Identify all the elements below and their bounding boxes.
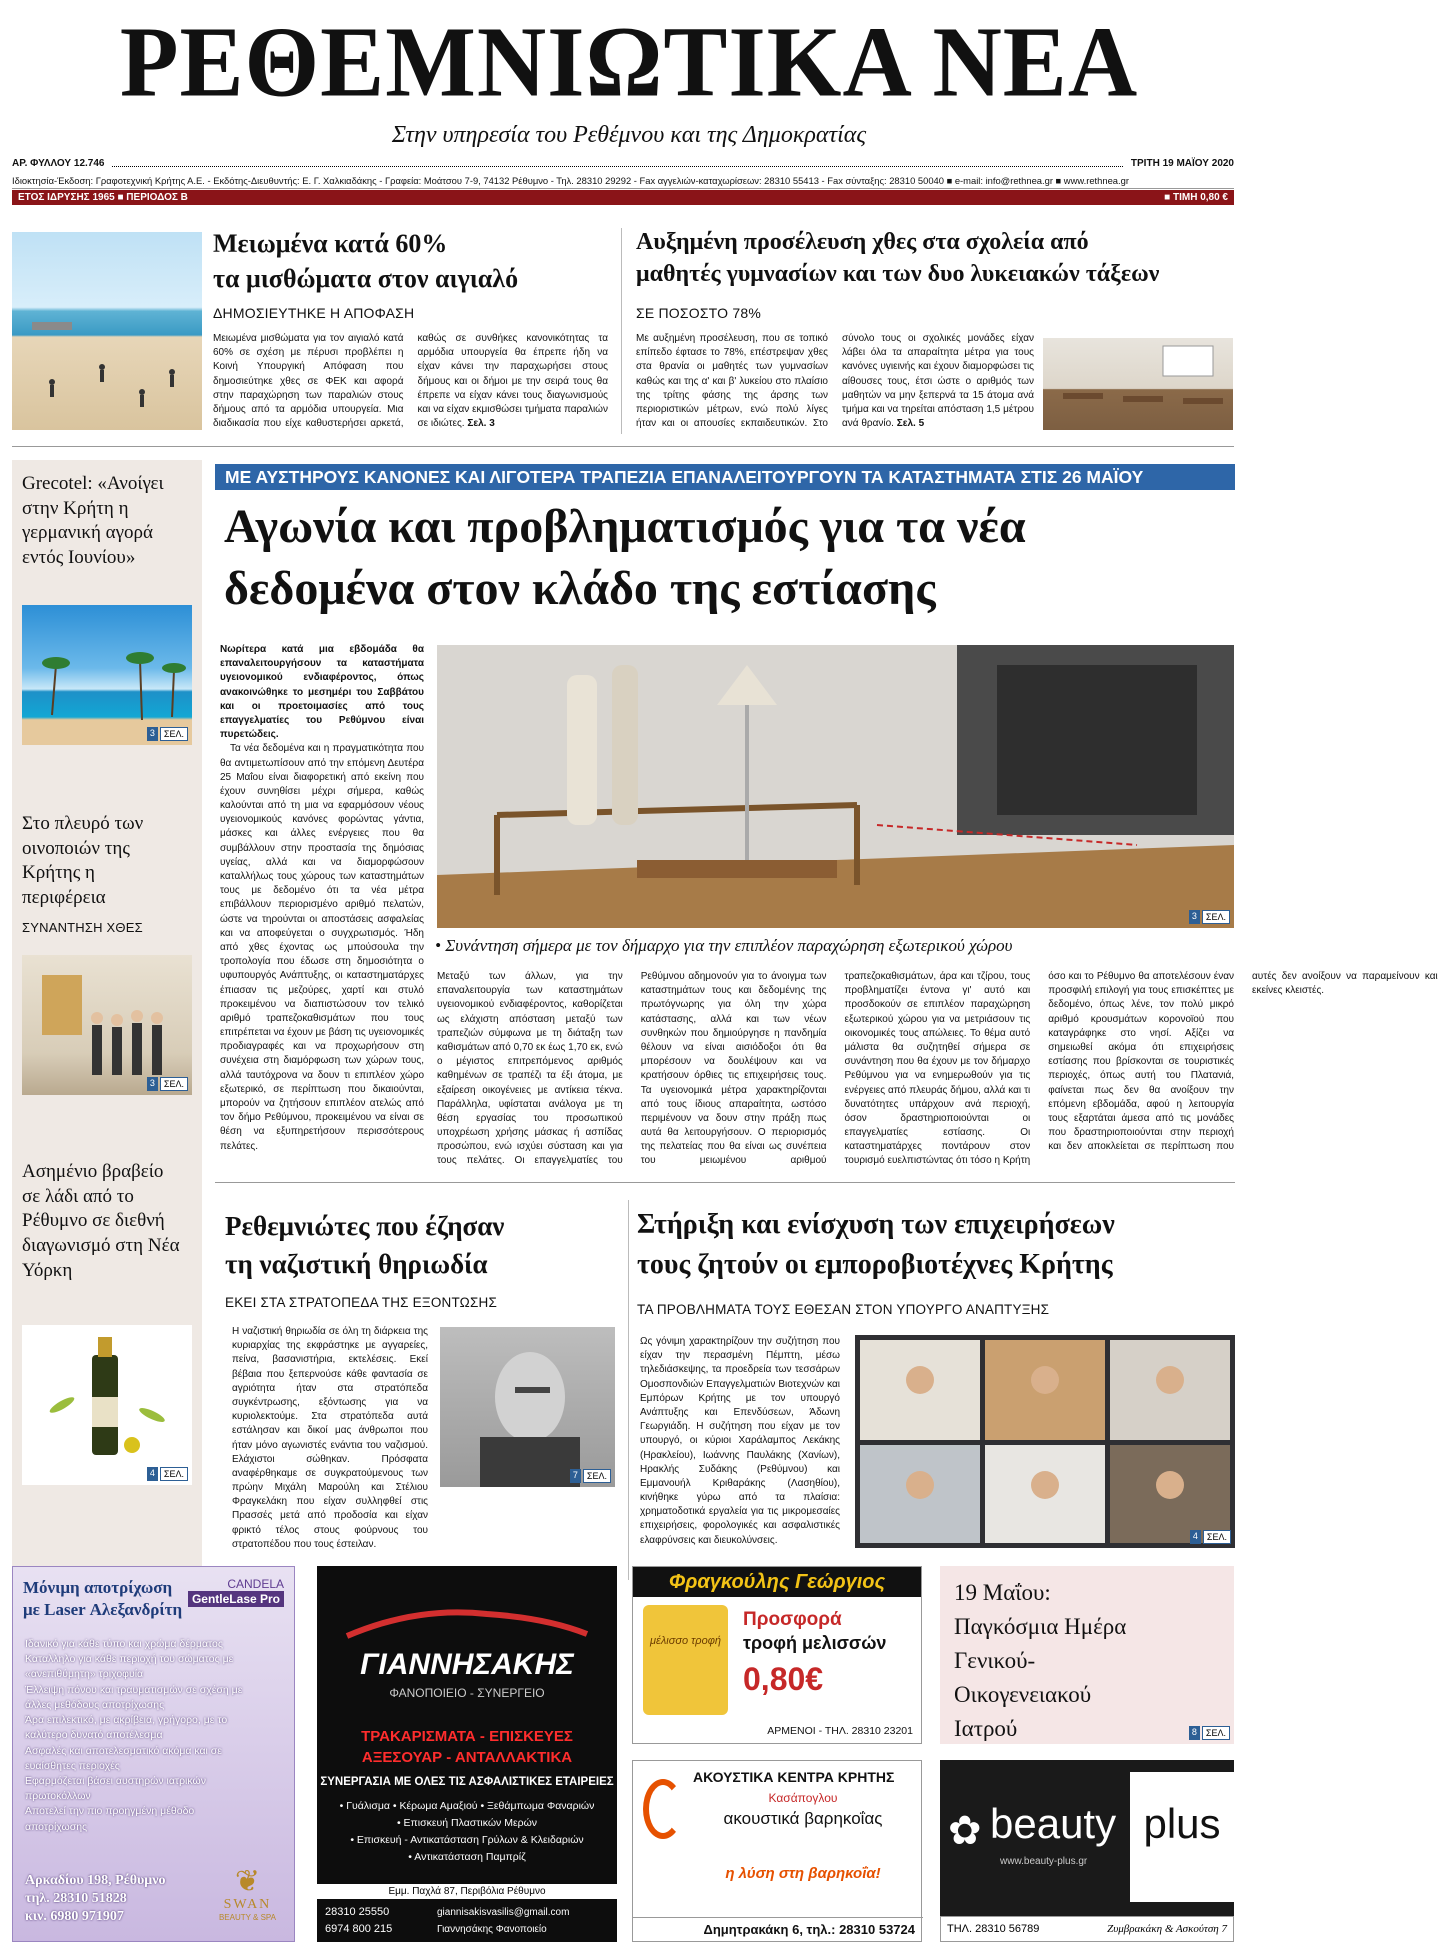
ad-g-line2: ΑΞΕΣΟΥΑΡ - ΑΝΤΑΛΛΑΚΤΙΚΑ [361, 1749, 573, 1766]
main-banner: ΜΕ ΑΥΣΤΗΡΟΥΣ ΚΑΝΟΝΕΣ ΚΑΙ ΛΙΓΟΤΕΡΑ ΤΡΑΠΕΖΙΑ ΕΠΑΝΑΛΕΙΤΟΥΡΓΟΥΝ ΤΑ ΚΑΤΑΣΤΗΜΑΤΑ ΣΤΙΣ 26 ΜΑΪΟΥ [215, 464, 1235, 490]
story3-title: Ρεθεμνιώτες που έζησαν τη ναζιστική θηριωδία [225, 1211, 505, 1279]
issue-date: ΤΡΙΤΗ 19 ΜΑΪΟΥ 2020 [1130, 158, 1234, 169]
ad-f-footer: ΑΡΜΕΝΟΙ - ΤΗΛ. 28310 23201 [767, 1725, 913, 1737]
ad-f-name: Φραγκούλης Γεώργιος [633, 1567, 921, 1597]
restaurant-photo [437, 645, 1234, 928]
story3-body-1: Η ναζιστική θηριωδία σε όλη τη διάρκεια της κυριαρχίας της εκφράστηκε με αγγαρείες, πείνα, βασανιστήρια, εκτελέσεις. Εκεί βέβαια που ξεπερνούσε κάθε φαντασία σε αγριότητα ήταν στα στρατόπεδα συγκέντρωσης, εξόντωσης για να κυριολεκτούμε. Στα στρατόπεδα αυτά εστάλησαν και δικοί μας άνθρωποι που ήταν μόνο αγωνιστές ενάντια του ναζισμού. Ελάχιστοι σώθηκαν. Πρόσφατα αναφέρθηκαμε σε συγκρατούμενους των πρώην Μιχάλη Μαρούλη και Στέλιου Φραγκελάκη που είχαν συλληφθεί στις Πρασσές μετά από προδοσία και είχαν φρικτό τέλος στους φούρνους του στρατοπέδου που τους έστειλαν. [232, 1326, 428, 1550]
ad-b-bottom [940, 1916, 1234, 1942]
ad-g-tel1: 28310 25550 [325, 1906, 390, 1918]
beach-photo [12, 232, 202, 430]
ad-laser-tel: τηλ. 28310 51828 [25, 1891, 127, 1906]
survivor-photo [440, 1327, 615, 1487]
price-text: ■ ΤΙΜΗ 0,80 € [1164, 192, 1228, 203]
honey-jar-icon: μέλισσο τροφή [643, 1605, 728, 1715]
side3-page-tag: 4 ΣΕΛ. [147, 1467, 188, 1481]
side4-page-tag: 8 ΣΕΛ. [1189, 1726, 1230, 1740]
ad-laser-title-2: με Laser Αλεξανδρίτη [23, 1600, 183, 1619]
ad-g-fb: Γιαννησάκης Φανοποιείο [437, 1924, 547, 1935]
ear-logo-icon [643, 1779, 683, 1839]
videoconference-photo [855, 1335, 1235, 1548]
story4-kicker: ΤΑ ΠΡΟΒΛΗΜΑΤΑ ΤΟΥΣ ΕΘΕΣΑΝ ΣΤΟΝ ΥΠΟΥΡΓΟ ΑΝΑΠΤΥΞΗΣ [637, 1302, 1050, 1317]
story1-body: Μειωμένα μισθώματα για τον αιγιαλό κατά 60% σε σχέση με πέρυσι προβλέπει η Κοινή Υπουργική Απόφαση που δημοσιεύτηκε χθες σε ΦΕΚ και αφορά στην παραχώρηση των παραλιών στους δήμους από τα αρμόδια υπουργεία. Μια διαδικασία που είχε καθυστερήσει αρκετά, καθώς σε συνθήκες κανονικότητας τα αρμόδια υπουργεία θα έπρεπε ήδη να είχαν κάνει την παραχωρήσει στους δήμους και οι δήμοι με την σειρά τους θα έπρεπε να είχαν κάνει τους διαγωνισμούς και να είχαν εκμισθώσει τμήματα παραλιών σε ιδιώτες. Σελ. 3 [213, 333, 608, 430]
ad-laser-swan-sub: BEAUTY & SPA [218, 1913, 276, 1922]
main-page-tag: 3 ΣΕΛ. [1189, 910, 1230, 924]
ad-b-w2: plus [1130, 1772, 1234, 1902]
ad-laser-swan: SWAN [223, 1897, 272, 1912]
ad-a-line: ακουστικά βαρηκοΐας [723, 1809, 883, 1828]
ad-b-addr: Ζυμβρακάκη & Ασκούτση 7 [1107, 1923, 1227, 1935]
ad-fragkoulis[interactable] [632, 1566, 922, 1744]
ad-akoustika[interactable] [632, 1760, 922, 1942]
story1-kicker: ΔΗΜΟΣΙΕΥΤΗΚΕ Η ΑΠΟΦΑΣΗ [213, 305, 415, 321]
side2-page-tag: 3 ΣΕΛ. [147, 1077, 188, 1091]
ad-laser[interactable] [12, 1566, 295, 1942]
ad-b-tel: ΤΗΛ. 28310 56789 [947, 1923, 1040, 1935]
ad-laser-mob: κιν. 6980 971907 [25, 1909, 124, 1924]
ad-a-slogan: η λύση στη βαρηκοΐα! [725, 1865, 881, 1882]
ad-g-sub: ΦΑΝΟΠΟΙΕΙΟ - ΣΥΝΕΡΓΕΙΟ [389, 1686, 545, 1700]
ad-g-email: giannisakisvasilis@gmail.com [437, 1907, 570, 1918]
main-caption: • Συνάντηση σήμερα με τον δήμαρχο για την επιπλέον παραχώρηση εξωτερικού χώρου [435, 936, 1013, 955]
ad-f-price: 0,80€ [743, 1661, 824, 1697]
issue-bar [12, 158, 1234, 169]
ad-a-footer: Δημητρακάκη 6, τηλ.: 28310 53724 [633, 1917, 923, 1941]
ad-b-url: www.beauty-plus.gr [1000, 1856, 1088, 1867]
ad-g-line1: ΤΡΑΚΑΡΙΣΜΑΤΑ - ΕΠΙΣΚΕΥΕΣ [361, 1728, 573, 1745]
side2-title: Στο πλευρό των οινοποιών της Κρήτης η περιφέρεια [22, 813, 144, 909]
story1-title: Μειωμένα κατά 60% τα μισθώματα στον αιγιαλό [213, 229, 519, 294]
ad-g-brand: ΓΙΑΝΝΗΣΑΚΗΣ [360, 1648, 574, 1681]
ad-f-offer2: τροφή μελισσών [743, 1633, 887, 1653]
ad-g-line3: ΣΥΝΕΡΓΑΣΙΑ ΜΕ ΟΛΕΣ ΤΙΣ ΑΣΦΑΛΙΣΤΙΚΕΣ ΕΤΑΙΡΕΙΕΣ [320, 1776, 614, 1788]
story3-kicker: ΕΚΕΙ ΣΤΑ ΣΤΡΑΤΟΠΕΔΑ ΤΗΣ ΕΞΟΝΤΩΣΗΣ [225, 1295, 498, 1310]
ad-beauty-plus[interactable] [940, 1760, 1234, 1942]
ad-a-owner: Κασάπογλου [768, 1791, 838, 1805]
ad-g-address: Εμμ. Παχλά 87, Περιβόλια Ρέθυμνο [317, 1884, 617, 1899]
ad-laser-brand: CANDELA [227, 1577, 284, 1591]
ad-laser-title-1: Μόνιμη αποτρίχωση [23, 1578, 173, 1597]
story3-page-tag: 7 ΣΕΛ. [570, 1469, 611, 1483]
side2-kicker: ΣΥΝΑΝΤΗΣΗ ΧΘΕΣ [22, 920, 143, 935]
side4-title: 19 Μαΐου: Παγκόσμια Ημέρα Γενικού-Οικογενειακού Ιατρού [954, 1580, 1127, 1741]
ad-f-offer1: Προσφορά [743, 1609, 842, 1630]
masthead-title: ΡΕΘΕΜΝΙΩΤΙΚΑ ΝΕΑ [119, 5, 1139, 118]
publisher-info: Ιδιοκτησία-Έκδοση: Γραφοτεχνική Κρήτης Α.Ε. - Εκδότης-Διευθυντής: Ε. Γ. Χαλκιαδάκης - Γραφεία: Μοάτσου 7-9, 74132 Ρέθυμνο - Τηλ. 28310 29292 - Fax αγγελιών-καταχωρίσεων: 28310 55413 - Fax σύνταξης: 28310 50040 ■ e-mail: info@rethnea.gr ■ www.rethnea.gr [12, 175, 1234, 189]
story2-kicker: ΣΕ ΠΟΣΟΣΤΟ 78% [636, 305, 761, 321]
swan-logo-icon: ❦ [234, 1865, 261, 1898]
founded-bar [12, 190, 1234, 205]
resort-photo [22, 605, 192, 745]
story2-body: Με αυξημένη προσέλευση, που σε τοπικό επίπεδο έφτασε το 78%, επέστρεψαν χθες στα θρανία οι μαθητές των γυμνασίων καθώς και της α' και β' λυκείου στο πλαίσιο της τρίτης φάσης της άρσης των περιοριστικών μέτρων, ενώ πολύ λίγες ήταν και οι απουσίες εκπαιδευτικών. Στο σύνολο τους οι σχολικές μονάδες είχαν λάβει όλα τα απαραίτητα μέτρα για τους κανόνες υγιεινής και έχουν διαμορφώσει τις αίθουσες τους, έτσι ώστε ο αριθμός των μαθητών να μην ξεπερνά τα 15 άτομα ανά τμήμα και να τηρείται απόσταση 1,5 μέτρου ανά θρανίο. Σελ. 5 [636, 333, 1034, 430]
ad-b-w1: beauty [990, 1800, 1117, 1847]
olive-oil-photo [22, 1325, 192, 1485]
classroom-photo [1043, 338, 1233, 430]
side4-box [940, 1566, 1234, 1744]
story4-body: Ως γόνιμη χαρακτηρίζουν την συζήτηση που είχαν την περασμένη Πέμπτη, μέσω τηλεδιάσκεψης, τα προεδρεία των τεσσάρων Ομοσπονδιών Επαγγελματιών Βιοτεχνών και Εμπόρων Κρήτης με τον υπουργό Ανάπτυξης και Επενδύσεων, Άδωνη Γεωργιάδη. Η συζήτηση που είχαν με τον υπουργό, οι κύριοι Χαράλαμπος Λεκάκης (Ηρακλείου), Ιωάννης Παυλάκης (Χανίων), Ηρακλής Συδάκης (Ρεθύμνου) και Εμμανουήλ Κριθαράκης (Λασηθίου), κινήθηκε γύρω από τα πλαίσια: χρηματοδοτικά εργαλεία για τις μικρομεσαίες επιχειρήσεις, φορολογικές και ασφαλιστικές ελαφρύνσεις και διευκολύνσεις. [640, 1336, 840, 1546]
story2-title: Αυξημένη προσέλευση χθες στα σχολεία από μαθητές γυμνασίων και των δυο λυκειακών τάξεων [636, 229, 1160, 288]
ad-laser-address: Αρκαδίου 198, Ρέθυμνο [25, 1873, 166, 1888]
flower-logo-icon: ✿ [948, 1809, 982, 1853]
main-body-left: Νωρίτερα κατά μια εβδομάδα θα επαναλειτουργήσουν τα καταστήματα υγειονομικού ενδιαφέροντος, όπως ανακοινώθηκε το μεσημέρι του Σαββάτου και οι προετοιμασίες από τους επαγγελματίες του Ρεθύμνου είναι πυρετώδεις. Τα νέα δεδομένα και η πραγματικότητα που θα αντιμετωπίσουν από την επόμενη Δευτέρα 25 Μαΐου είναι διαφορετική από εκείνη που έχουν συνηθίσει μέχρι σήμερα, καθώς καλούνται από τη μια να εφαρμόσουν νέους υγειονομικούς κανόνες φορώντας γάντια, μάσκες και άλλες ενέργειες που θα συμβάλλουν στην προστασία της δημόσιας υγείας, αλλά και να διαμορφώσουν καταλλήλως τους χώρους των καταστημάτων τους με δεδομένο ότι τα νέα μέτρα επιβάλλουν περιορισμένο αριθμό πελατών, ώστε να τηρούνται οι αποστάσεις ασφαλείας και να αποφεύγεται ο συγχρωτισμός. Ήδη από χθες έχοντας ως μπούσουλα την τροπολογία που έδωσε στη δημοσιότητα ο υφυπουργός Ανάπτυξης, οι καταστηματάρχες έπιασαν τις μεζούρες, χαρτί και στυλό προκειμένου να διαπιστώσουν τον τελικό αριθμό τραπεζοκαθισμάτων που τους επιτρέπεται να έχουν με βάση τις υγειονομικές προδιαγραφές και να προχωρήσουν στη συνέχεια στη διαμόρφωση των χώρων τους, αλλά ταυτόχρονα να δουν τι επιπλέον χώρο εξωτερικό, σε περίπτωση που δικαιούνται, μπορούν να ζητήσουν επιπλέον ατελώς από τον δήμο Ρεθύμνου, προκειμένου να είναι σε θέση να εξυπηρετήσουν περισσότερους πελάτες. [220, 644, 424, 1152]
main-title: Αγωνία και προβληματισμός για τα νέα δεδομένα στον κλάδο της εστίασης [224, 500, 1026, 615]
ad-laser-list: Ιδανικό για κάθε τύπο και χρώμα δέρματος Καταλληλο για κάθε περιοχή του σώματος με «ανεπιθύμητη» τριχοφυία Έλλειψη πόνου και τραυματισμών σε σχέση με άλλες μεθόδους αποτρίχωσης Άρα επιλεκτικό, με ακρίβεια, γρήγορο, με το καλύτερο δυνατό αποτέλεσμα Ασφαλές και αποτελεσματικό ακόμα και σε ευαίσθητες περιοχές Εφαρμόζεται βάσει αυστηρών ιατρικών πρωτοκόλλων Αποτελεί την πιο προηγμένη μέθοδο αποτρίχωσης [25, 1638, 243, 1833]
main-body-bottom: Μεταξύ των άλλων, για την επαναλειτουργία των καταστημάτων υγειονομικού ενδιαφέροντος, καθορίζεται ως ελάχιστη απόσταση μεταξύ των τραπεζιών σύμφωνα με τη διάταξη των καθισμάτων από 0,70 εκ έως 1,70 εκ, ενώ ο μέγιστος επιτρεπόμενος αριθμός καθημένων σε τραπέζι τα έξι άτομα, με εξαίρεση οικογένειες με αντίκεια τέκνα. Παράλληλα, υφίσταται ανάλογα με τη θέση εργασίας του προσωπικού υποχρέωση χρήσης μάσκας ή ασπίδας προσώπου, ενώ ισχύει σύσταση και για τους πελάτες. Οι επαγγελματίες του Ρεθύμνου αδημονούν για το άνοιγμα των καταστημάτων τους και δεδομένης της πρωτόγνωρης για όλη την χώρα κατάστασης, αλλά και των νέων συνθηκών που δημιούργησε η πανδημία θέλουν να είναι αισιόδοξοι ότι θα μπορέσουν να δουλέψουν και να κρατήσουν όρθιες τις επιχειρήσεις τους. Τα υγειονομικά μέτρα χαρακτηρίζονται από τους ίδιους απαραίτητα, ωστόσο περιμένουν να δουν στην πράξη πως αυτά θα λειτουργήσουν. Ο περιορισμός της πελατείας που θα είναι ως συνέπεια του μειωμένου αριθμού τραπεζοκαθισμάτων, άρα και τζίρου, τους προβληματίζει έντονα γι' αυτό και προσδοκούν σε επιπλέον παραχώρηση εξωτερικού χώρου για να μετριάσουν τις οικονομικές τους απώλειες. Το θέμα αυτό μάλιστα θα συζητηθεί σήμερα σε συνάντηση που θα έχουν με τον δήμαρχο Ρεθύμνου για να ενημερωθούν για τις ενέργειες από πλευράς δήμου, αλλά και τι δυνατότητες υπάρχουν ανά περιοχή, όσον δραστηριοποιούνται οι επαγγελματίες εστίασης. Οι καταστηματάρχες ποντάρουν στον τουρισμό ευελπιστώντας ότι τόσο η Κρήτη όσο και το Ρέθυμνο θα αποτελέσουν έναν προσφιλή επιλογή για τους επισκέπτες με δεδομένο, όπως λένε, τον πολύ μικρό αριθμό κρουσμάτων κορονοϊού που καταγράφηκε στο νησί. Αξίζει να σημειωθεί ακόμα ότι επιχειρήσεις εστίασης που βρίσκονται σε τουριστικές περιοχές, όπως αυτή του Πλατανιά, φαίνεται πως δεν θα ανοίξουν την επόμενη εβδομάδα, αφού η λειτουργία τους εξαρτάται άμεσα από τις μονάδες που δραστηριοποιούνται στην περιοχή και δεν αποκλείεται σε περίπτωση που αυτές δεν ανοίξουν να παραμείνουν και εκείνες κλειστές. [437, 971, 1438, 1167]
side1-title: Grecotel: «Ανοίγει στην Κρήτη η γερμανική αγορά εντός Ιουνίου» [22, 473, 164, 569]
story4-title: Στήριξη και ενίσχυση των επιχειρήσεων τους ζητούν οι εμποροβιοτέχνες Κρήτης [637, 1209, 1115, 1280]
ad-giannisakis[interactable] [317, 1566, 617, 1942]
car-logo-icon [337, 1606, 597, 1646]
side1-page-tag: 3 ΣΕΛ. [147, 727, 188, 741]
story4-page-tag: 4 ΣΕΛ. [1190, 1530, 1231, 1544]
ad-g-services: • Γυάλισμα • Κέρωμα Αμαξιού • Ξεθάμπωμα Φαναριών • Επισκευή Πλαστικών Μερών • Επισκευή - Αντικατάσταση Γρύλων & Κλειδαριών • Αντικατάσταση Παμπρίζ [339, 1800, 595, 1863]
side3-title: Ασημένιο βραβείο σε λάδι από το Ρέθυμνο σε διεθνή διαγωνισμό στη Νέα Υόρκη [22, 1161, 180, 1281]
founded-text: ΕΤΟΣ ΙΔΡΥΣΗΣ 1965 ■ ΠΕΡΙΟΔΟΣ Β [18, 192, 188, 203]
wine-meeting-photo [22, 955, 192, 1095]
issue-number: ΑΡ. ΦΥΛΛΟΥ 12.746 [12, 158, 105, 169]
ad-laser-product: GentleLase Pro [188, 1591, 284, 1607]
masthead-tagline: Στην υπηρεσία του Ρεθέμνου και της Δημοκρατίας [391, 122, 867, 148]
ad-a-name: ΑΚΟΥΣΤΙΚΑ ΚΕΝΤΡΑ ΚΡΗΤΗΣ [693, 1769, 895, 1785]
ad-g-tel2: 6974 800 215 [325, 1923, 393, 1935]
